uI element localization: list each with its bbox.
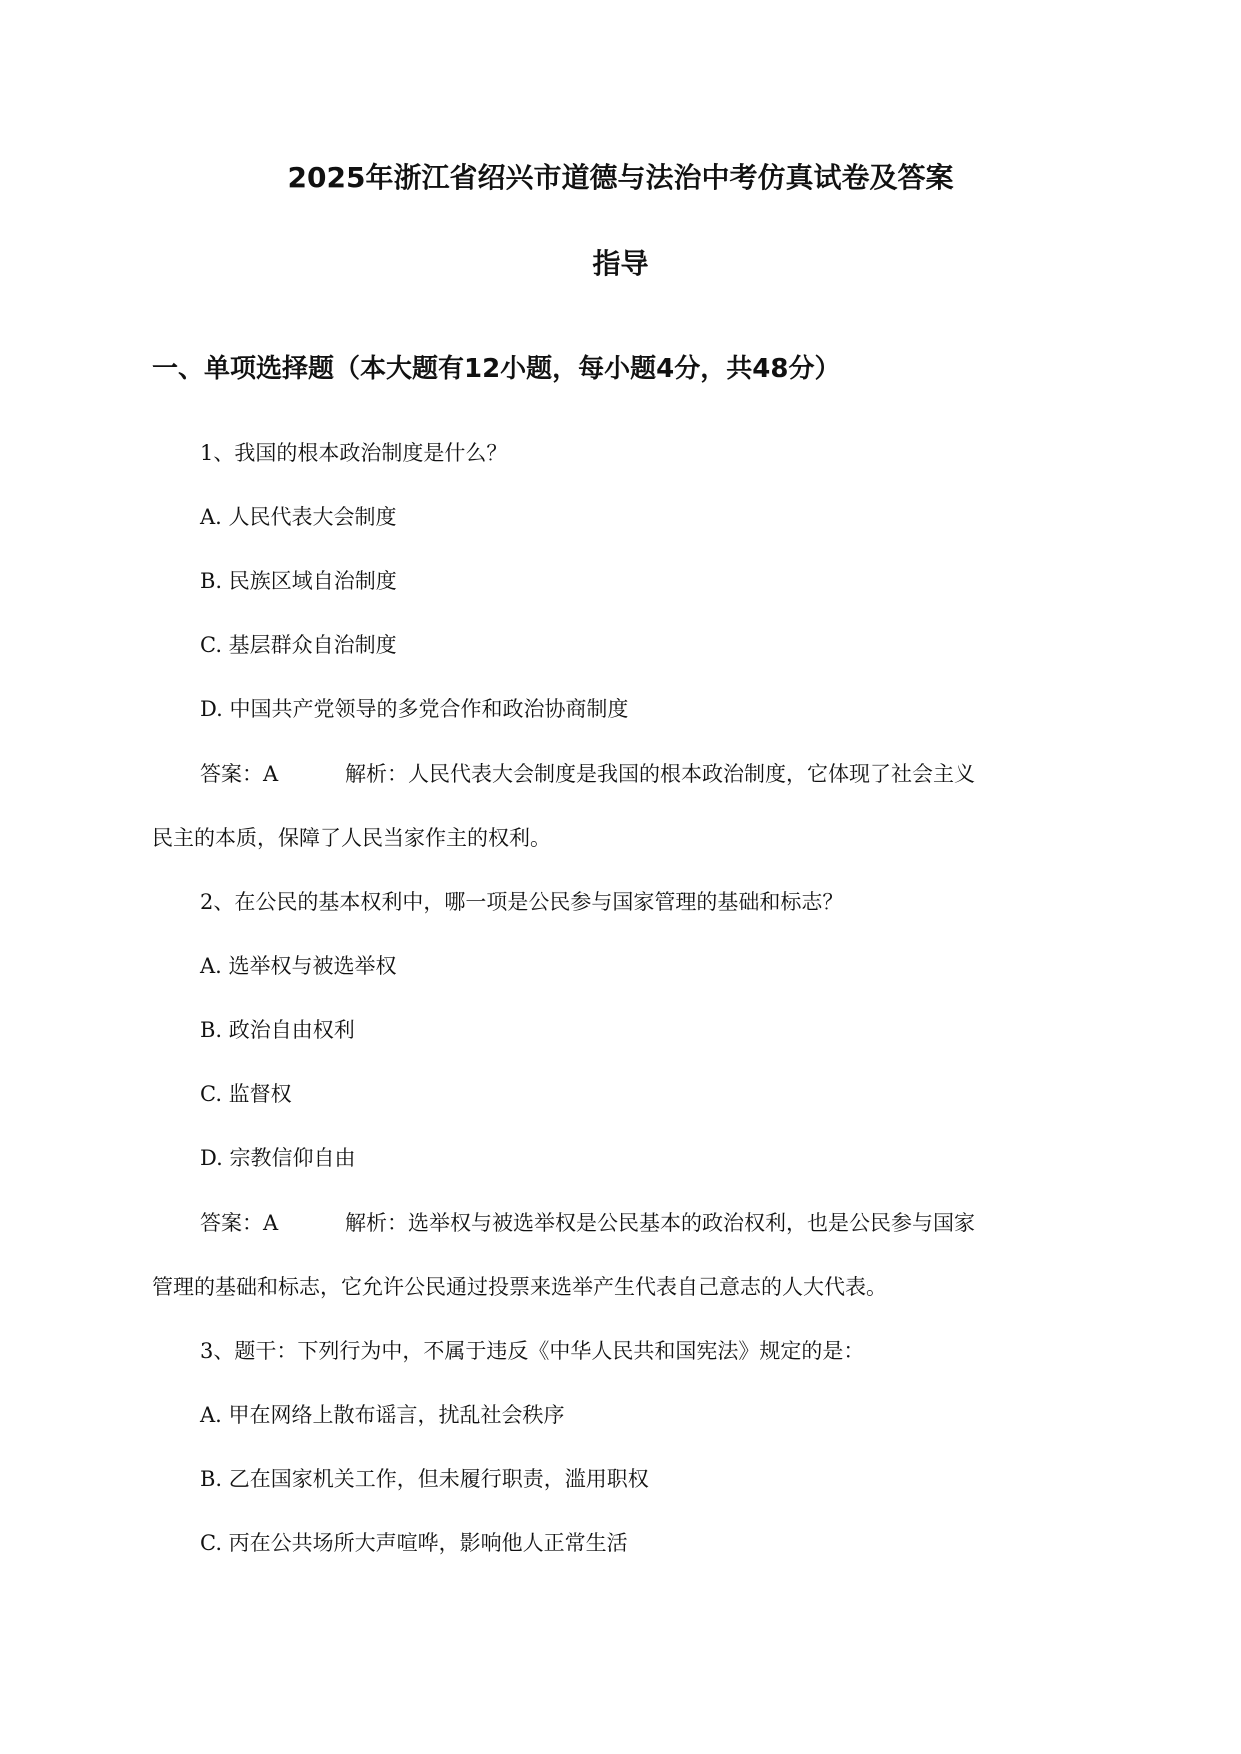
answer-option: A. 人民代表大会制度 <box>200 505 397 529</box>
answer-option: C. 丙在公共场所大声喧哗，影响他人正常生活 <box>200 1531 628 1555</box>
answer-analysis <box>200 1206 975 1240</box>
document-title-line1: 2025年浙江省绍兴市道德与法治中考仿真试卷及答案 <box>287 161 954 194</box>
answer-option: C. 基层群众自治制度 <box>200 633 397 657</box>
answer-option: D. 中国共产党领导的多党合作和政治协商制度 <box>200 697 629 721</box>
answer-label: 答案：A <box>200 762 279 786</box>
answer-option: B. 民族区域自治制度 <box>200 569 397 593</box>
analysis-continuation: 民主的本质，保障了人民当家作主的权利。 <box>152 826 551 850</box>
document-title-line2: 指导 <box>592 247 649 280</box>
question-stem: 2、在公民的基本权利中，哪一项是公民参与国家管理的基础和标志？ <box>200 890 844 914</box>
question-stem: 3、题干：下列行为中，不属于违反《中华人民共和国宪法》规定的是： <box>200 1339 865 1363</box>
section-heading: 一、单项选择题（本大题有12小题，每小题4分，共48分） <box>152 354 841 384</box>
answer-label: 答案：A <box>200 1211 279 1235</box>
question-stem: 1、我国的根本政治制度是什么？ <box>200 441 508 465</box>
answer-option: B. 乙在国家机关工作，但未履行职责，滥用职权 <box>200 1467 649 1491</box>
analysis-text: 解析：人民代表大会制度是我国的根本政治制度，它体现了社会主义 <box>345 762 975 786</box>
answer-option: B. 政治自由权利 <box>200 1018 355 1042</box>
answer-option: C. 监督权 <box>200 1082 292 1106</box>
answer-option: D. 宗教信仰自由 <box>200 1146 356 1170</box>
analysis-continuation: 管理的基础和标志，它允许公民通过投票来选举产生代表自己意志的人大代表。 <box>152 1275 887 1299</box>
answer-option: A. 甲在网络上散布谣言，扰乱社会秩序 <box>200 1403 565 1427</box>
analysis-text: 解析：选举权与被选举权是公民基本的政治权利，也是公民参与国家 <box>345 1211 975 1235</box>
answer-analysis <box>200 757 975 791</box>
answer-option: A. 选举权与被选举权 <box>200 954 397 978</box>
